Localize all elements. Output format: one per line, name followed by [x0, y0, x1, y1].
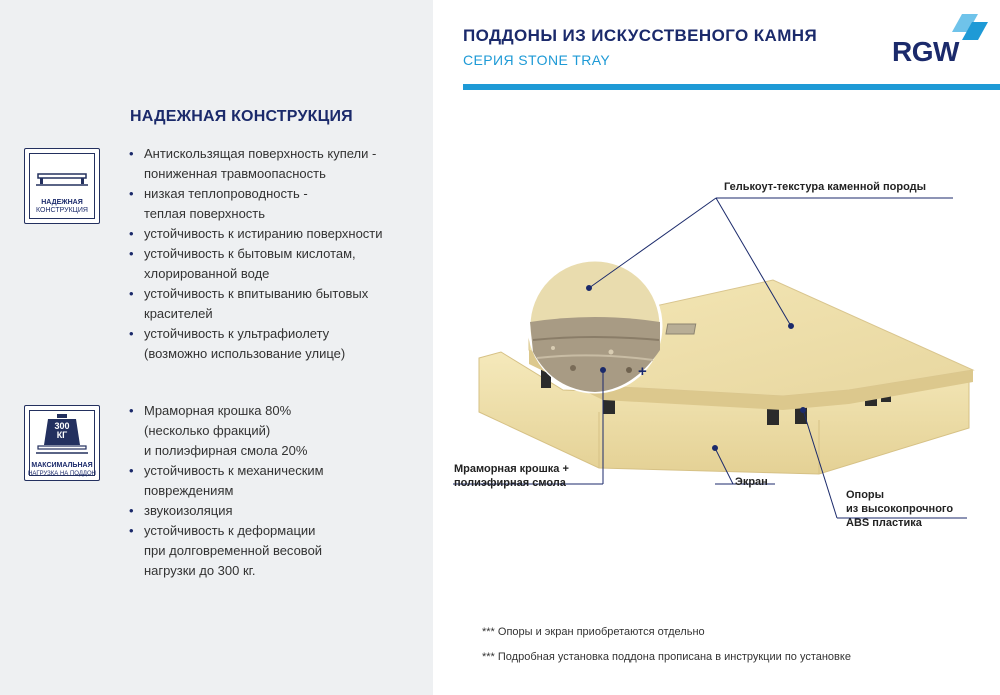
left-panel [0, 0, 433, 695]
list-item: • устойчивость к деформации при долговременной весовой нагрузки до 300 кг. [128, 521, 324, 581]
callout-supports-line1: Опоры [846, 489, 885, 501]
list-item: • устойчивость к ультрафиолету (возможно использование улице) [128, 324, 383, 364]
list-item: • устойчивость к истиранию поверхности [128, 224, 383, 244]
icon2-caption-line1: МАКСИМАЛЬНАЯ [31, 462, 93, 469]
callout-marble-line1: Мраморная крошка + [454, 463, 569, 475]
max-load-icon [24, 405, 100, 481]
weight-unit: КГ [56, 430, 68, 440]
list-item: • устойчивость к бытовым кислотам, хлорированной воде [128, 244, 383, 284]
plus-sign: + [638, 363, 647, 380]
construction-bullets [128, 144, 383, 364]
page-title: ПОДДОНЫ ИЗ ИСКУССТВЕНОГО КАМНЯ [463, 26, 818, 45]
callout-supports [846, 488, 953, 530]
logo-text: RGW [892, 36, 959, 67]
material-bullets [128, 401, 324, 581]
icon1-caption-line1: НАДЕЖНАЯ [41, 199, 83, 206]
list-item: • Мраморная крошка 80% (несколько фракций) и полиэфирная смола 20% [128, 401, 324, 461]
icon2-caption-line2: НАГРУЗКА НА ПОДДОН [28, 471, 96, 477]
list-item: • низкая теплопроводность - теплая поверхность [128, 184, 383, 224]
footnote-2: *** Подробная установка поддона прописана в инструкции по установке [482, 651, 851, 663]
icon1-caption-line2: КОНСТРУКЦИЯ [36, 207, 88, 214]
callout-marble [454, 462, 569, 490]
footnote-1: *** Опоры и экран приобретаются отдельно [482, 626, 705, 638]
section-title: НАДЕЖНАЯ КОНСТРУКЦИЯ [130, 108, 353, 125]
reliable-construction-icon [24, 148, 100, 224]
list-item: • устойчивость к впитыванию бытовых красителей [128, 284, 383, 324]
list-item: • Антискользящая поверхность купели - пониженная травмоопасность [128, 144, 383, 184]
callout-supports-line3: ABS пластика [846, 517, 922, 529]
callout-gelcoat: Гелькоут-текстура каменной породы [724, 181, 927, 193]
callout-screen: Экран [735, 476, 768, 488]
list-item: • устойчивость к механическим повреждениям [128, 461, 324, 501]
rgw-logo [892, 10, 990, 70]
page-subtitle: СЕРИЯ STONE TRAY [463, 52, 611, 68]
drain-grate [666, 324, 696, 334]
list-item: • звукоизоляция [128, 501, 324, 521]
callout-marble-line2: полиэфирная смола [454, 477, 566, 489]
weight-value: 300 [54, 421, 70, 431]
callout-supports-line2: из высокопрочного [846, 503, 954, 515]
